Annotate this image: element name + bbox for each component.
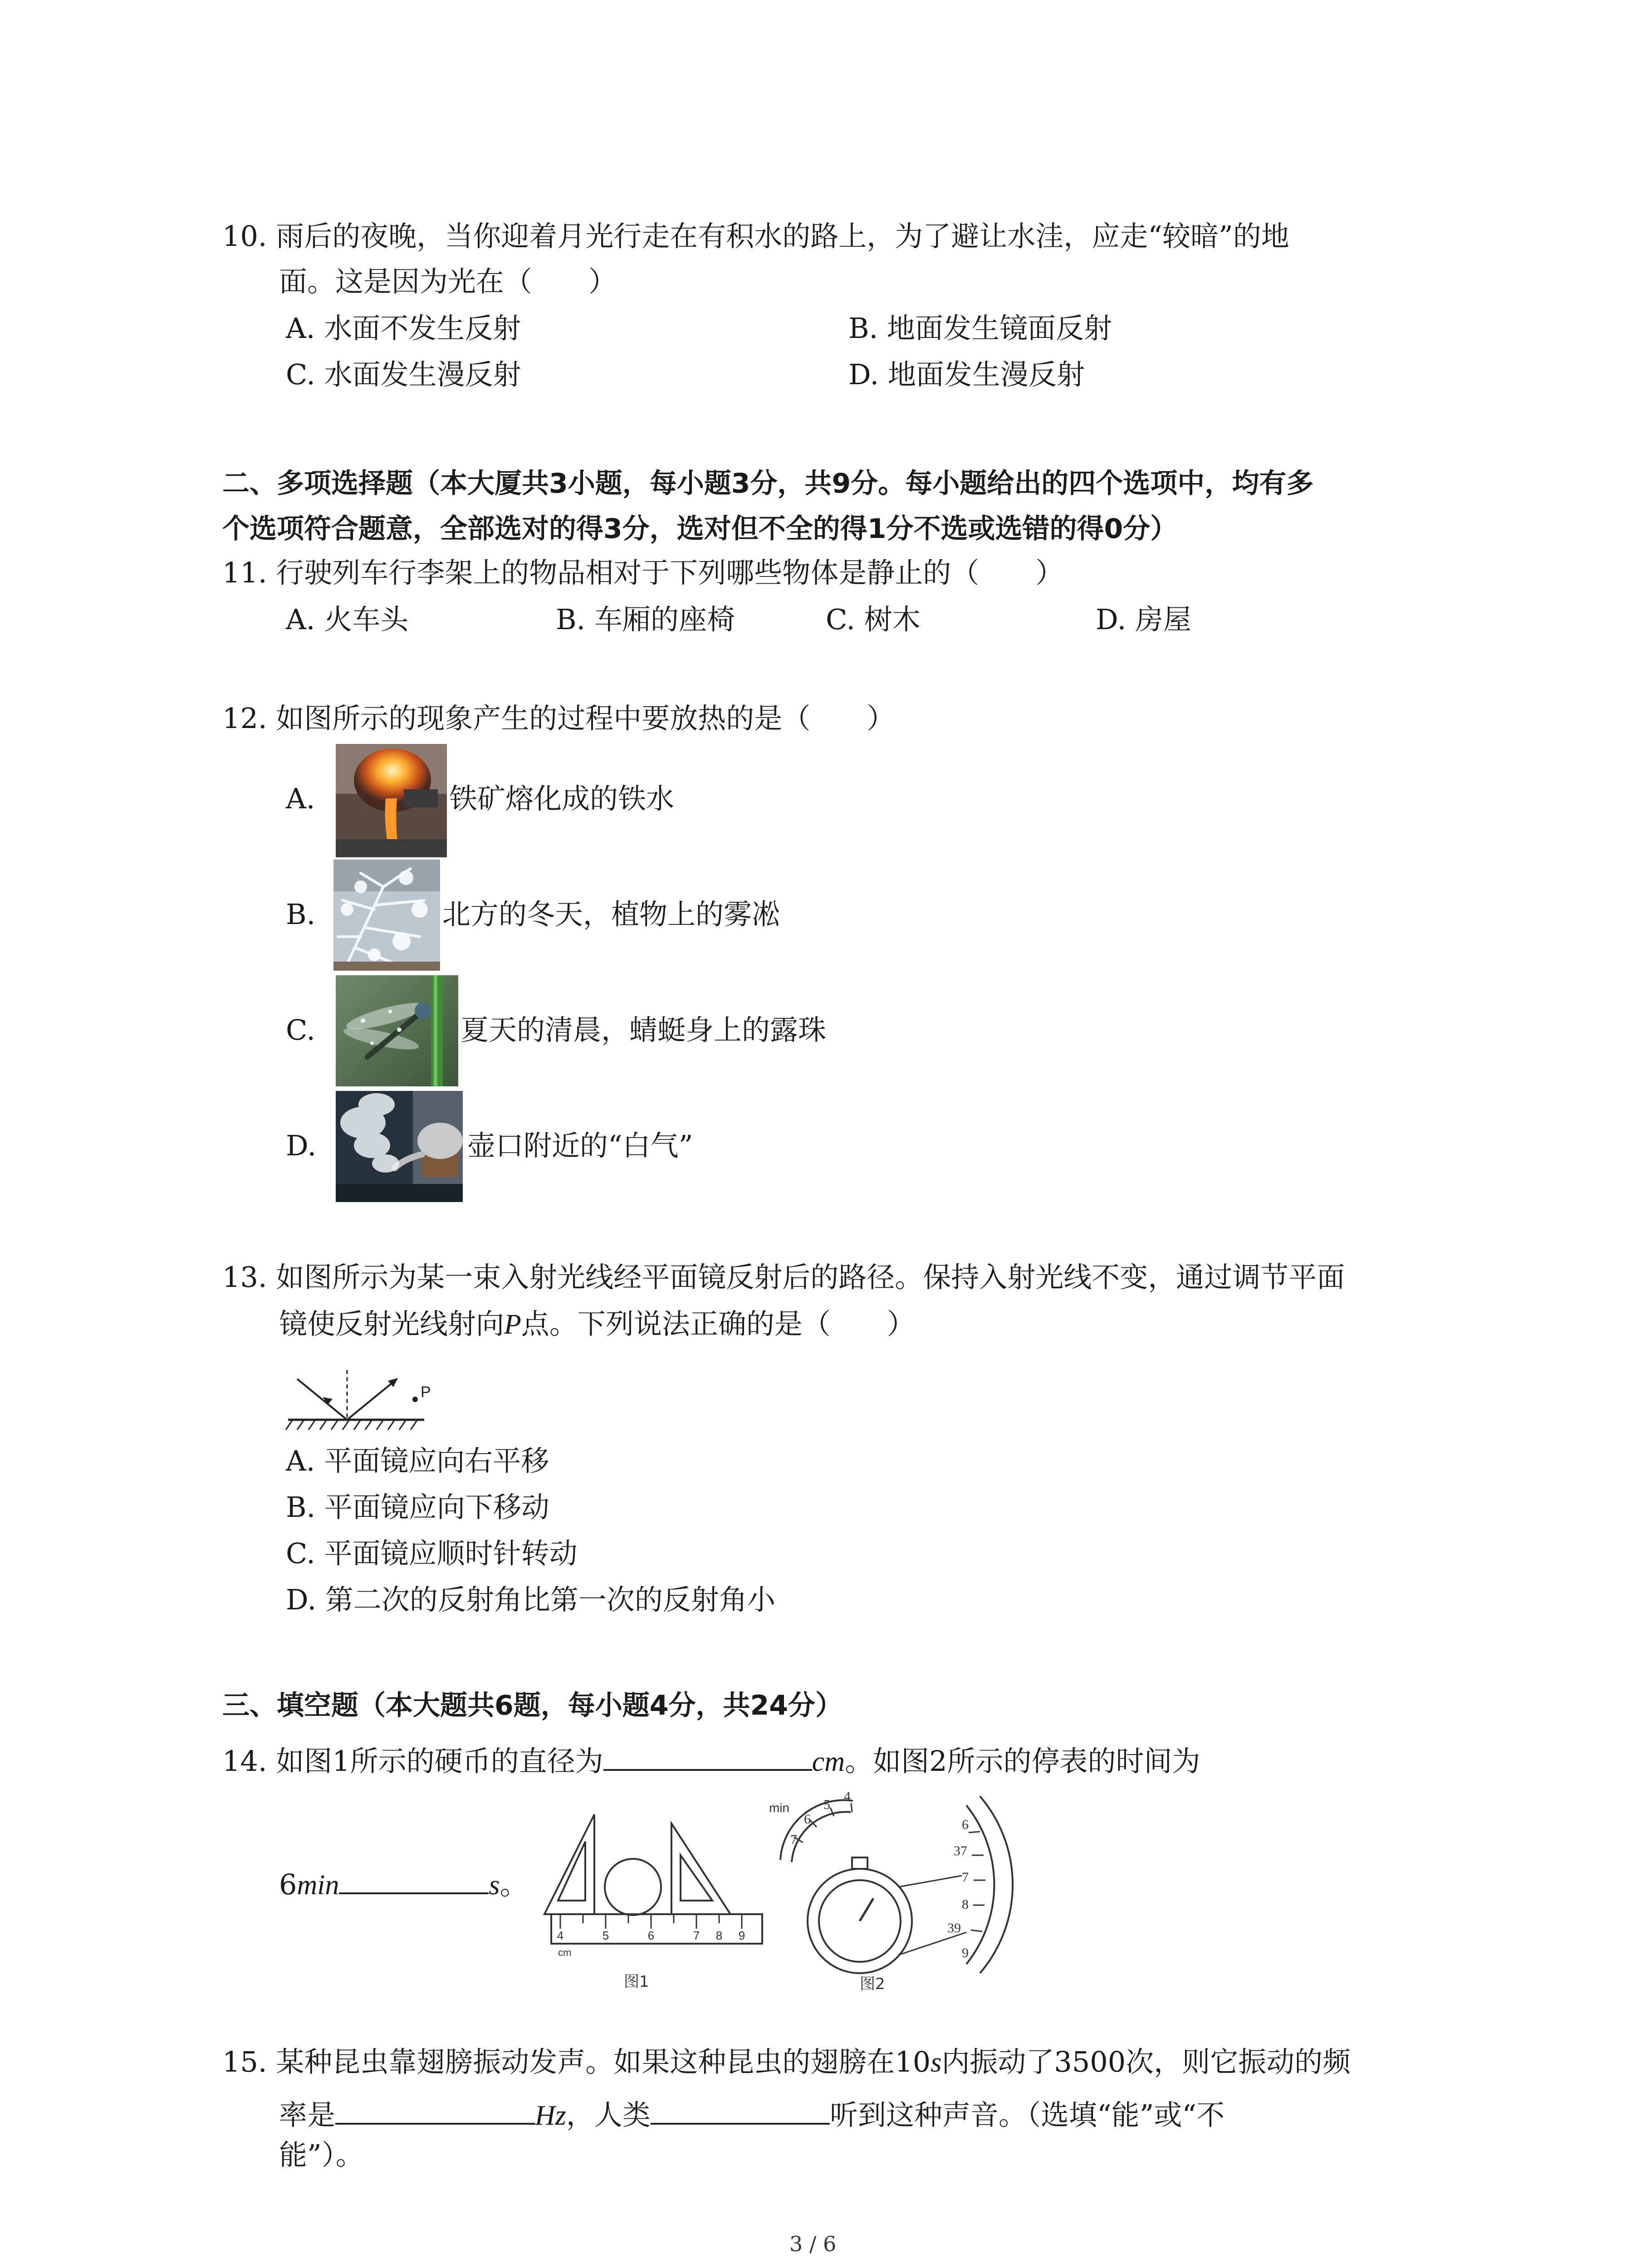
q14-line1: 14. 如图1所示的硬币的直径为 cm。如图2所示的停表的时间为 (222, 1741, 1200, 1776)
q11-stem: 11. 行驶列车行李架上的物品相对于下列哪些物体是静止的（ ） (222, 556, 1064, 589)
q12-option-a-letter: A. (286, 782, 315, 815)
q12-option-c-text: 夏天的清晨，蜻蜓身上的露珠 (460, 1013, 827, 1046)
q12-option-d-letter: D. (286, 1129, 317, 1162)
stopwatch-figure (767, 1783, 1016, 1996)
svg-text:6: 6 (647, 1929, 655, 1942)
svg-text:min: min (769, 1801, 790, 1815)
q15-blank-frequency (335, 2095, 535, 2125)
q13-stem-line1: 13. 如图所示为某一束入射光线经平面镜反射后的路径。保持入射光线不变，通过调节平面 (222, 1261, 1345, 1294)
kettle-steam-photo (336, 1091, 463, 1202)
svg-text:8: 8 (715, 1929, 723, 1942)
svg-text:39: 39 (947, 1921, 961, 1936)
svg-text:6: 6 (804, 1812, 811, 1827)
q11-option-a: A. 火车头 (286, 603, 409, 636)
svg-text:5: 5 (823, 1797, 830, 1812)
q12-option-b-letter: B. (286, 898, 316, 931)
svg-text:9: 9 (738, 1929, 745, 1942)
mirror-reflection-figure (279, 1361, 470, 1433)
q15-line3: 能”）。 (279, 2138, 364, 2171)
q13-option-d: D. 第二次的反射角比第一次的反射角小 (286, 1583, 775, 1616)
q12-option-d-text: 壶口附近的“白气” (467, 1129, 693, 1162)
q10-option-a: A. 水面不发生反射 (286, 312, 521, 345)
svg-text:7: 7 (962, 1870, 969, 1885)
q14-blank-seconds (339, 1864, 489, 1894)
point-p-label: P (421, 1383, 431, 1401)
svg-text:8: 8 (962, 1897, 969, 1912)
q13-option-c: C. 平面镜应顺时针转动 (286, 1537, 578, 1570)
q15-line1: 15. 某种昆虫靠翅膀振动发声。如果这种昆虫的翅膀在10s内振动了3500次，则它振动的频 (222, 2045, 1351, 2078)
figure1-caption: 图1 (624, 1973, 649, 1991)
q15-line2: 率是 Hz，人类 听到这种声音。（选填“能”或“不 (279, 2095, 1225, 2130)
q14-line2: 6min s。 (279, 1864, 528, 1899)
mirror-hatching (286, 1420, 417, 1430)
molten-iron-photo (336, 744, 447, 857)
q13-option-a: A. 平面镜应向右平移 (286, 1444, 549, 1477)
svg-text:4: 4 (844, 1789, 851, 1804)
q13-stem-line2: 镜使反射光线射向P点。下列说法正确的是（ ） (279, 1307, 915, 1340)
q10-option-d: D. 地面发生漫反射 (848, 358, 1085, 391)
svg-text:37: 37 (954, 1843, 967, 1858)
section2-header-line2: 个选项符合题意，全部选对的得3分，选对但不全的得1分不选或选错的得0分） (222, 513, 1178, 545)
q11-option-d: D. 房屋 (1096, 603, 1191, 636)
q10-stem-line2: 面。这是因为光在（ ） (279, 265, 617, 298)
section3-header: 三、填空题（本大题共6题，每小题4分，共24分） (222, 1690, 843, 1721)
q12-stem: 12. 如图所示的现象产生的过程中要放热的是（ ） (222, 702, 895, 735)
figure2-caption: 图2 (860, 1975, 885, 1993)
q10-stem-line1: 10. 雨后的夜晚，当你迎着月光行走在有积水的路上，为了避让水洼，应走“较暗”的地 (222, 220, 1289, 253)
q12-option-a-text: 铁矿熔化成的铁水 (449, 782, 675, 815)
q14-blank-diameter (603, 1741, 812, 1771)
incident-ray (297, 1379, 347, 1420)
svg-text:6: 6 (962, 1817, 969, 1832)
svg-text:5: 5 (602, 1929, 609, 1942)
svg-text:7: 7 (693, 1929, 700, 1942)
q15-blank-audible (651, 2095, 830, 2125)
svg-text:7: 7 (790, 1832, 797, 1847)
svg-text:cm: cm (558, 1947, 572, 1958)
q10-option-b: B. 地面发生镜面反射 (848, 312, 1112, 345)
svg-text:9: 9 (962, 1945, 969, 1960)
q12-option-b-text: 北方的冬天，植物上的雾凇 (442, 898, 780, 931)
section2-header-line1: 二、多项选择题（本大厦共3小题，每小题3分，共9分。每小题给出的四个选项中，均有多 (222, 468, 1314, 499)
dragonfly-photo (336, 975, 458, 1086)
q10-option-c: C. 水面发生漫反射 (286, 358, 521, 391)
coin-icon (605, 1859, 661, 1915)
page-number: 3 / 6 (789, 2232, 837, 2256)
q13-option-b: B. 平面镜应向下移动 (286, 1491, 549, 1524)
coin-ruler-figure (540, 1805, 776, 1996)
q11-option-b: B. 车厢的座椅 (556, 603, 735, 636)
q11-option-c: C. 树木 (826, 603, 921, 636)
reflected-ray (347, 1379, 397, 1420)
svg-text:4: 4 (557, 1929, 564, 1942)
rime-photo (333, 860, 440, 971)
q12-option-c-letter: C. (286, 1013, 315, 1046)
point-p (412, 1397, 418, 1402)
